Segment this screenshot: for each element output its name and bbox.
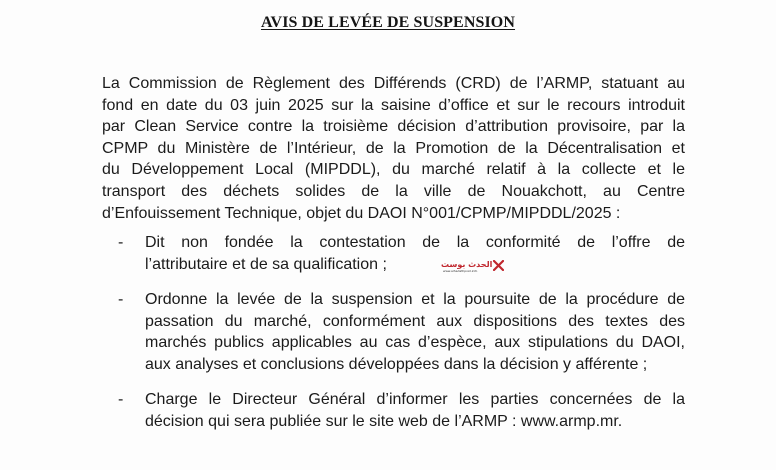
bullet-dash: - — [118, 234, 124, 251]
watermark-logo-text: الحدث بوست — [441, 260, 493, 269]
intro-line: du Développement Local (MIPDDL), du marché relatif à la collecte et le — [102, 161, 685, 179]
bullet-text — [145, 289, 685, 375]
bullet-line: décision qui sera publiée sur le site web de l’ARMP : www.armp.mr. — [145, 412, 623, 430]
bullet-dash: - — [118, 391, 124, 408]
intro-line: fond en date du 03 juin 2025 sur la saisine d’office et sur le recours introduit — [102, 96, 685, 114]
watermark-logo-sub: www.alhadathpost.info — [443, 269, 478, 273]
intro-line: transport des déchets solides de la ville de Nouakchott, au Centre — [102, 182, 685, 200]
bullet-line: l’attributaire et de sa qualification ; — [145, 255, 387, 273]
bullet-line: passation du marché, conformément aux dispositions des textes des — [145, 312, 685, 330]
bullet-line: marchés publics applicables au cas d’espèce, aux stipulations du DAOI, — [145, 334, 685, 352]
bullet-line: Charge le Directeur Général d’informer les parties concernées de la — [145, 391, 685, 408]
intro-line: CPMP du Ministère de l’Intérieur, de la Promotion de la Décentralisation et — [102, 139, 685, 157]
bullet-line: aux analyses et conclusions développées dans la décision y afférente ; — [145, 355, 648, 373]
x-mark-icon — [493, 260, 504, 271]
bullet-text — [145, 389, 685, 432]
bullet-dash: - — [118, 291, 124, 308]
bullet-line: Ordonne la levée de la suspension et la poursuite de la procédure de — [145, 291, 685, 308]
bullet-text — [145, 232, 685, 275]
bullet-line: Dit non fondée la contestation de la conformité de l’offre de — [145, 234, 685, 251]
watermark-logo — [441, 260, 505, 274]
page-title: AVIS DE LEVÉE DE SUSPENSION — [260, 14, 516, 31]
intro-line: par Clean Service contre la troisième décision d’attribution provisoire, par la — [102, 118, 685, 136]
intro-line: d’Enfouissement Technique, objet du DAOI N°001/CPMP/MIPDDL/2025 : — [102, 204, 621, 222]
intro-line: La Commission de Règlement des Différends (CRD) de l’ARMP, statuant au — [102, 75, 685, 92]
intro-paragraph — [102, 73, 685, 224]
